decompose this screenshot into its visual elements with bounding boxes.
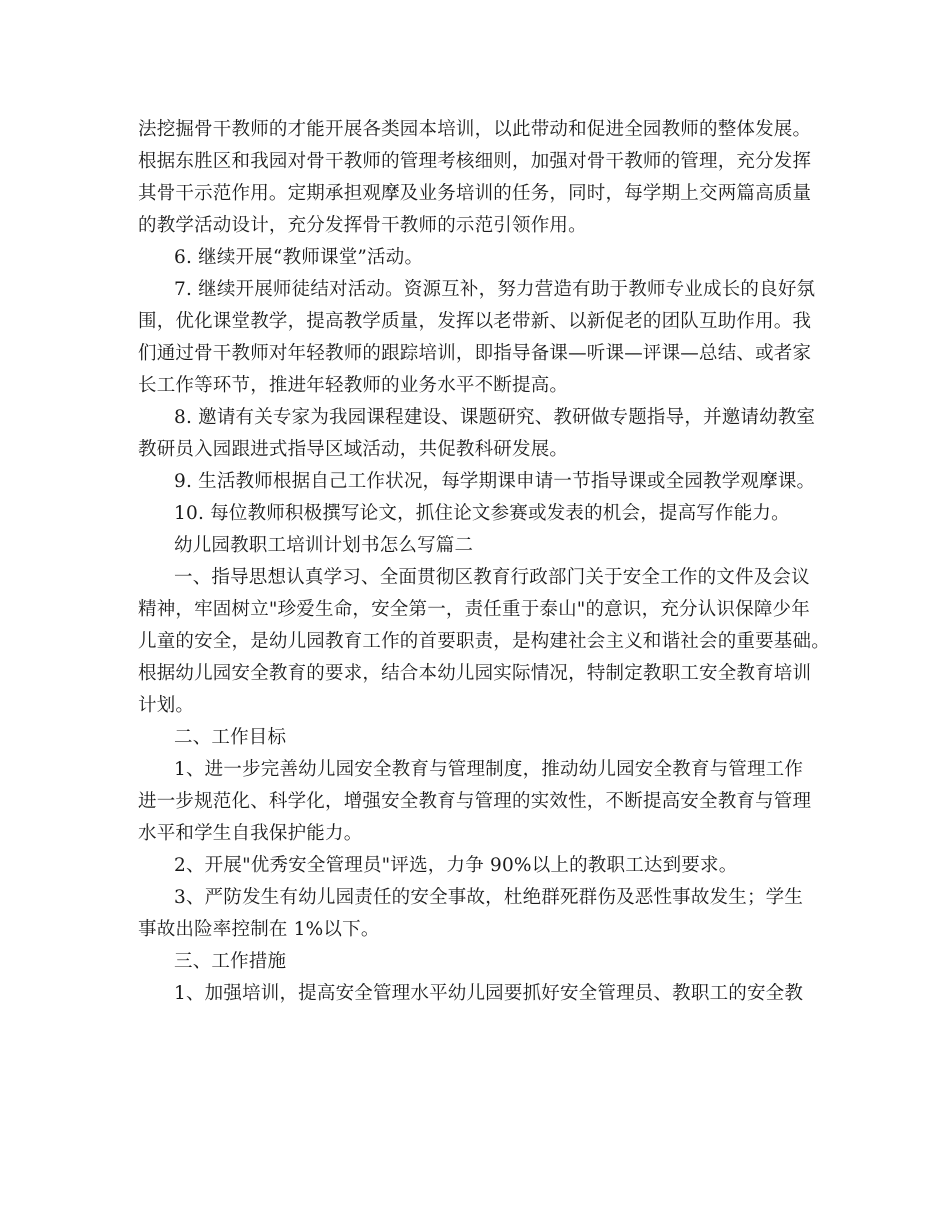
text-line: 儿童的安全，是幼儿园教育工作的首要职责，是构建社会主义和谐社会的重要基础。 <box>138 631 830 652</box>
text-line: 长工作等环节，推进年轻教师的业务水平不断提高。 <box>138 375 569 396</box>
text-line: 进一步规范化、科学化，增强安全教育与管理的实效性，不断提高安全教育与管理 <box>138 791 812 812</box>
list-item-10: 10. 每位教师积极撰写论文，抓住论文参赛或发表的机会，提高写作能力。 <box>174 503 790 524</box>
text-line: 教研员入园跟进式指导区域活动，共促教科研发展。 <box>138 439 569 460</box>
text-line: 围，优化课堂教学，提高教学质量，发挥以老带新、以新促老的团队互助作用。我 <box>138 311 812 332</box>
text-line: 的教学活动设计，充分发挥骨干教师的示范引领作用。 <box>138 215 587 236</box>
list-item-6: 6. 继续开展“教师课堂”活动。 <box>174 247 424 268</box>
text-line: 计划。 <box>138 695 195 716</box>
goal-item-1: 1、进一步完善幼儿园安全教育与管理制度，推动幼儿园安全教育与管理工作 <box>174 759 804 780</box>
goal-item-3: 3、严防发生有幼儿园责任的安全事故，杜绝群死群伤及恶性事故发生；学生 <box>174 887 804 908</box>
list-item-9: 9. 生活教师根据自己工作状况，每学期课申请一节指导课或全园教学观摩课。 <box>174 471 816 492</box>
subheading-work-measures: 三、工作措施 <box>174 951 287 972</box>
list-item-8: 8. 邀请有关专家为我园课程建设、课题研究、教研做专题指导，并邀请幼教室 <box>174 407 816 428</box>
text-line: 其骨干示范作用。定期承担观摩及业务培训的任务，同时，每学期上交两篇高质量 <box>138 183 812 204</box>
text-line: 精神，牢固树立"珍爱生命，安全第一，责任重于泰山"的意识，充分认识保障少年 <box>138 599 810 620</box>
text-line: 事故出险率控制在 1%以下。 <box>138 919 380 940</box>
section-heading: 幼儿园教职工培训计划书怎么写篇二 <box>174 535 474 556</box>
subheading-work-goals: 二、工作目标 <box>174 727 287 748</box>
text-line: 根据东胜区和我园对骨干教师的管理考核细则，加强对骨干教师的管理，充分发挥 <box>138 151 812 172</box>
goal-item-2: 2、开展"优秀安全管理员"评选，力争 90%以上的教职工达到要求。 <box>174 855 738 876</box>
text-line: 根据幼儿园安全教育的要求，结合本幼儿园实际情况，特制定教职工安全教育培训 <box>138 663 812 684</box>
text-line: 们通过骨干教师对年轻教师的跟踪培训，即指导备课—听课—评课—总结、或者家 <box>138 343 812 364</box>
document-body <box>138 114 828 1010</box>
measure-item-1: 1、加强培训，提高安全管理水平幼儿园要抓好安全管理员、教职工的安全教 <box>174 983 804 1004</box>
text-line: 法挖掘骨干教师的才能开展各类园本培训，以此带动和促进全园教师的整体发展。 <box>138 119 812 140</box>
paragraph-start: 一、指导思想认真学习、全面贯彻区教育行政部门关于安全工作的文件及会议 <box>174 567 810 588</box>
list-item-7: 7. 继续开展师徒结对活动。资源互补，努力营造有助于教师专业成长的良好氛 <box>174 279 816 300</box>
text-line: 水平和学生自我保护能力。 <box>138 823 363 844</box>
